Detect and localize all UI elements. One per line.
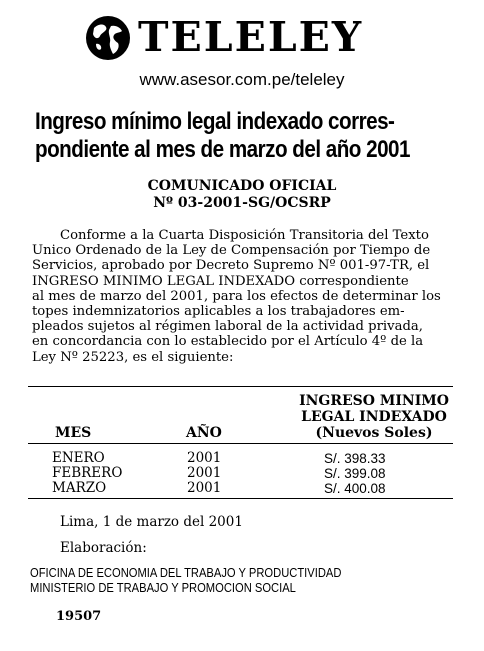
body-line: Servicios, aprobado por Decreto Supremo Nº 001-97-TR, el [32, 258, 430, 274]
table-cell-mes: FEBRERO [52, 465, 123, 481]
table-top-rule [28, 386, 453, 387]
table-header-ingreso [294, 393, 454, 441]
body-line: Ley Nº 25223, es el siguiente: [32, 349, 234, 365]
body-line: pleados sujetos al régimen laboral de la actividad privada, [32, 319, 423, 335]
header-ingreso-line-1: INGRESO MINIMO [299, 393, 449, 409]
table-cell-valor: S/. 400.08 [324, 481, 386, 496]
body-line: en concordancia con lo establecido por el Artículo 4º de la [32, 334, 424, 350]
elaboration-label: Elaboración: [60, 540, 147, 556]
header-ingreso-line-2: LEGAL INDEXADO [301, 409, 447, 425]
header-ingreso-line-3: (Nuevos Soles) [315, 425, 433, 441]
website-url[interactable]: www.asesor.com.pe/teleley [139, 70, 345, 89]
body-paragraph [32, 228, 457, 365]
table-header-rule [28, 443, 453, 444]
table-header-mes: MES [55, 425, 92, 441]
office-name: OFICINA DE ECONOMIA DEL TRABAJO Y PRODUCTIVIDAD [30, 565, 342, 580]
body-line: INGRESO MINIMO LEGAL INDEXADO correspondiente [32, 273, 409, 289]
table-header-anio: AÑO [186, 425, 222, 441]
headline-line-2: pondiente al mes de marzo del año 2001 [35, 136, 410, 163]
body-line: al mes de marzo del 2001, para los efectos de determinar los [32, 288, 441, 304]
table-bottom-rule [28, 498, 453, 499]
body-line: Conforme a la Cuarta Disposición Transitoria del Texto [60, 228, 429, 243]
table-cell-mes: ENERO [52, 450, 105, 466]
headline-line-1: Ingreso mínimo legal indexado corres- [35, 108, 395, 135]
table-cell-anio: 2001 [187, 450, 222, 466]
table-cell-valor: S/. 399.08 [324, 466, 386, 481]
table-cell-valor: S/. 398.33 [324, 451, 386, 466]
table-cell-mes: MARZO [52, 480, 107, 496]
body-line: topes indemnizatorios aplicables a los trabajadores em- [32, 304, 405, 320]
communique-number: Nº 03-2001-SG/OCSRP [153, 195, 331, 211]
table-cell-anio: 2001 [187, 465, 222, 481]
headline [35, 108, 410, 164]
document-code: 19507 [56, 609, 102, 624]
brand-title: TELELEY [138, 13, 364, 61]
place-date: Lima, 1 de marzo del 2001 [60, 514, 243, 530]
communique-title: COMUNICADO OFICIAL [147, 178, 337, 194]
globe-logo-icon [84, 14, 132, 62]
table-cell-anio: 2001 [187, 480, 222, 496]
body-line: Unico Ordenado de la Ley de Compensación por Tiempo de [32, 243, 431, 259]
ministry-name: MINISTERIO DE TRABAJO Y PROMOCION SOCIAL [30, 580, 296, 595]
